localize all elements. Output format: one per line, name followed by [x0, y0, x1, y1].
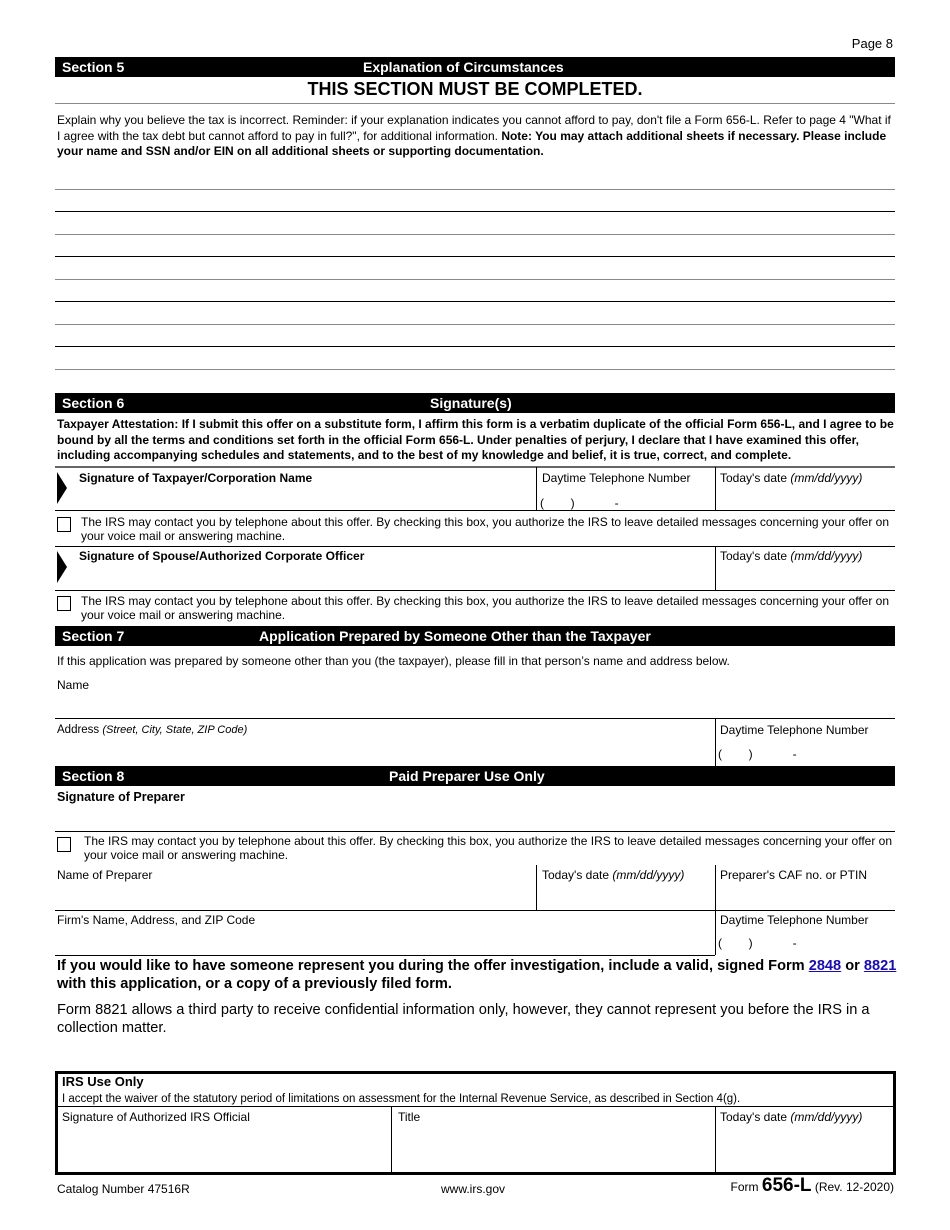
- irs-date-field[interactable]: [716, 1126, 892, 1172]
- section-6-header: [55, 393, 895, 413]
- section-label: Section 8: [62, 768, 125, 784]
- section-5-header: [55, 57, 895, 77]
- spouse-date-field[interactable]: [716, 566, 894, 588]
- preparer-date-field[interactable]: [537, 884, 713, 909]
- taxpayer-signature-field[interactable]: [72, 468, 535, 510]
- date-format: (mm/dd/yyyy): [790, 549, 863, 563]
- consent-text: The IRS may contact you by telephone about this offer. By checking this box, you authorize the IRS to leave detailed messages concerning your offer on your voice mail or answering machine.: [84, 834, 893, 862]
- taxpayer-consent-checkbox[interactable]: [57, 517, 71, 532]
- date-format: (mm/dd/yyyy): [790, 471, 863, 485]
- irs-title-label: Title: [398, 1110, 421, 1124]
- form-8821-link[interactable]: 8821: [863, 958, 897, 974]
- section-label: Section 6: [62, 395, 125, 411]
- date-text: Today's date: [542, 868, 613, 882]
- section-title: Signature(s): [430, 395, 512, 411]
- irs-use-only-title: IRS Use Only: [62, 1074, 144, 1089]
- date-label: [720, 1110, 862, 1124]
- section-title: Paid Preparer Use Only: [389, 768, 545, 784]
- date-format: (mm/dd/yyyy): [612, 868, 685, 882]
- preparer-signature-field[interactable]: [55, 806, 895, 830]
- firm-label: Firm's Name, Address, and ZIP Code: [57, 913, 256, 927]
- spouse-signature-label: Signature of Spouse/Authorized Corporate Officer: [79, 549, 365, 563]
- caf-field[interactable]: [716, 884, 894, 909]
- page-number: Page 8: [851, 36, 893, 51]
- consent-text: The IRS may contact you by telephone about this offer. By checking this box, you authorize the IRS to leave detailed messages concerning your offer on your voice mail or answering machine.: [81, 594, 890, 622]
- form-8821-note: Form 8821 allows a third party to receive confidential information only, however, they cannot represent you before the IRS in a collection matter.: [57, 1002, 870, 1036]
- section-7-intro: If this application was prepared by someone other than you (the taxpayer), please fill in that person’s name and address below.: [57, 654, 730, 668]
- name-of-preparer-field[interactable]: [55, 884, 533, 909]
- form-2848-link[interactable]: 2848: [808, 958, 842, 974]
- caf-label: Preparer's CAF no. or PTIN: [720, 868, 867, 882]
- preparer-phone-field[interactable]: ( ) -: [718, 747, 797, 761]
- catalog-number: Catalog Number 47516R: [57, 1182, 190, 1196]
- section-label: Section 5: [62, 59, 125, 75]
- date-label: [542, 868, 684, 882]
- firm-phone-field[interactable]: ( ) -: [718, 936, 797, 950]
- instructions-text: Explain why you believe the tax is incorrect. Reminder: if your explanation indicates you cannot afford to pay, don't file a Form 656-L. Refer to page 4 "What if I agree with the tax debt but cannot afford to pay in full?", for additional information.: [57, 113, 891, 143]
- irs-signature-field[interactable]: [58, 1126, 390, 1172]
- preparer-name-field[interactable]: [55, 692, 895, 717]
- section-7-header: [55, 626, 895, 646]
- instructions-note: Note: You may attach additional sheets if necessary. Please include your name and SSN and/or EIN on all additional sheets or supporting documentation.: [57, 128, 887, 158]
- form-id: 656-L: [761, 1175, 812, 1196]
- form-revision: (Rev. 12-2020): [811, 1180, 894, 1194]
- taxpayer-phone-field[interactable]: ( ) -: [540, 496, 619, 510]
- section-5-instructions: [57, 113, 895, 160]
- irs-signature-label: Signature of Authorized IRS Official: [62, 1110, 250, 1124]
- phone-label: Daytime Telephone Number: [720, 913, 869, 927]
- phone-label: Daytime Telephone Number: [720, 723, 869, 737]
- section-8-header: [55, 766, 895, 786]
- section-label: Section 7: [62, 628, 125, 644]
- preparer-consent-checkbox[interactable]: [57, 837, 71, 852]
- representation-notice: [57, 957, 897, 993]
- preparer-signature-label: Signature of Preparer: [57, 790, 185, 804]
- form-number: [731, 1175, 894, 1197]
- address-label: [57, 723, 247, 737]
- spouse-signature-field[interactable]: [72, 547, 712, 590]
- waiver-text: I accept the waiver of the statutory period of limitations on assessment for the Internal Revenue Service, as described in Section 4(g).: [62, 1093, 741, 1105]
- preparer-address-field[interactable]: [55, 738, 713, 764]
- taxpayer-date-field[interactable]: [716, 487, 894, 509]
- rep-text: with this application, or a copy of a previously filed form.: [57, 976, 452, 992]
- form-prefix: Form: [730, 1180, 762, 1194]
- name-label: Name: [57, 678, 90, 692]
- date-text: Today's date: [720, 471, 791, 485]
- divider: [55, 103, 895, 104]
- date-text: Today's date: [720, 1110, 791, 1124]
- firm-field[interactable]: [55, 929, 713, 954]
- irs-use-only-box: [55, 1071, 896, 1175]
- rep-text: If you would like to have someone represent you during the offer investigation, include a valid, signed Form: [57, 958, 809, 974]
- spouse-consent-checkbox[interactable]: [57, 596, 71, 611]
- taxpayer-attestation: Taxpayer Attestation: If I submit this offer on a substitute form, I affirm this form is a verbatim duplicate of the official Form 656-L, and I agree to be bound by all the terms and conditions set forth in the official Form 656-L. Under penalties of perjury, I declare that I have examined this offer, including accompanying schedules and statements, and to the best of my knowledge and belief, it is true, correct, and complete.: [57, 417, 894, 462]
- preparer-name-label: Name of Preparer: [57, 868, 153, 882]
- taxpayer-signature-label: Signature of Taxpayer/Corporation Name: [79, 471, 313, 485]
- phone-label: Daytime Telephone Number: [542, 471, 691, 485]
- irs-title-field[interactable]: [392, 1126, 714, 1172]
- rep-text: or: [841, 958, 864, 974]
- consent-text: The IRS may contact you by telephone about this offer. By checking this box, you authorize the IRS to leave detailed messages concerning your offer on your voice mail or answering machine.: [81, 515, 890, 543]
- section-title: Application Prepared by Someone Other than the Taxpayer: [259, 628, 651, 644]
- section-title: Explanation of Circumstances: [363, 59, 564, 75]
- sign-here-arrow-icon: [57, 551, 67, 583]
- date-label: [720, 549, 862, 563]
- must-complete-notice: THIS SECTION MUST BE COMPLETED.: [307, 79, 643, 99]
- irs-website: www.irs.gov: [441, 1182, 506, 1196]
- date-text: Today's date: [720, 549, 791, 563]
- address-hint: (Street, City, State, ZIP Code): [102, 724, 248, 736]
- address-text: Address: [57, 724, 103, 736]
- date-label: [720, 471, 862, 485]
- date-format: (mm/dd/yyyy): [790, 1110, 863, 1124]
- sign-here-arrow-icon: [57, 472, 67, 504]
